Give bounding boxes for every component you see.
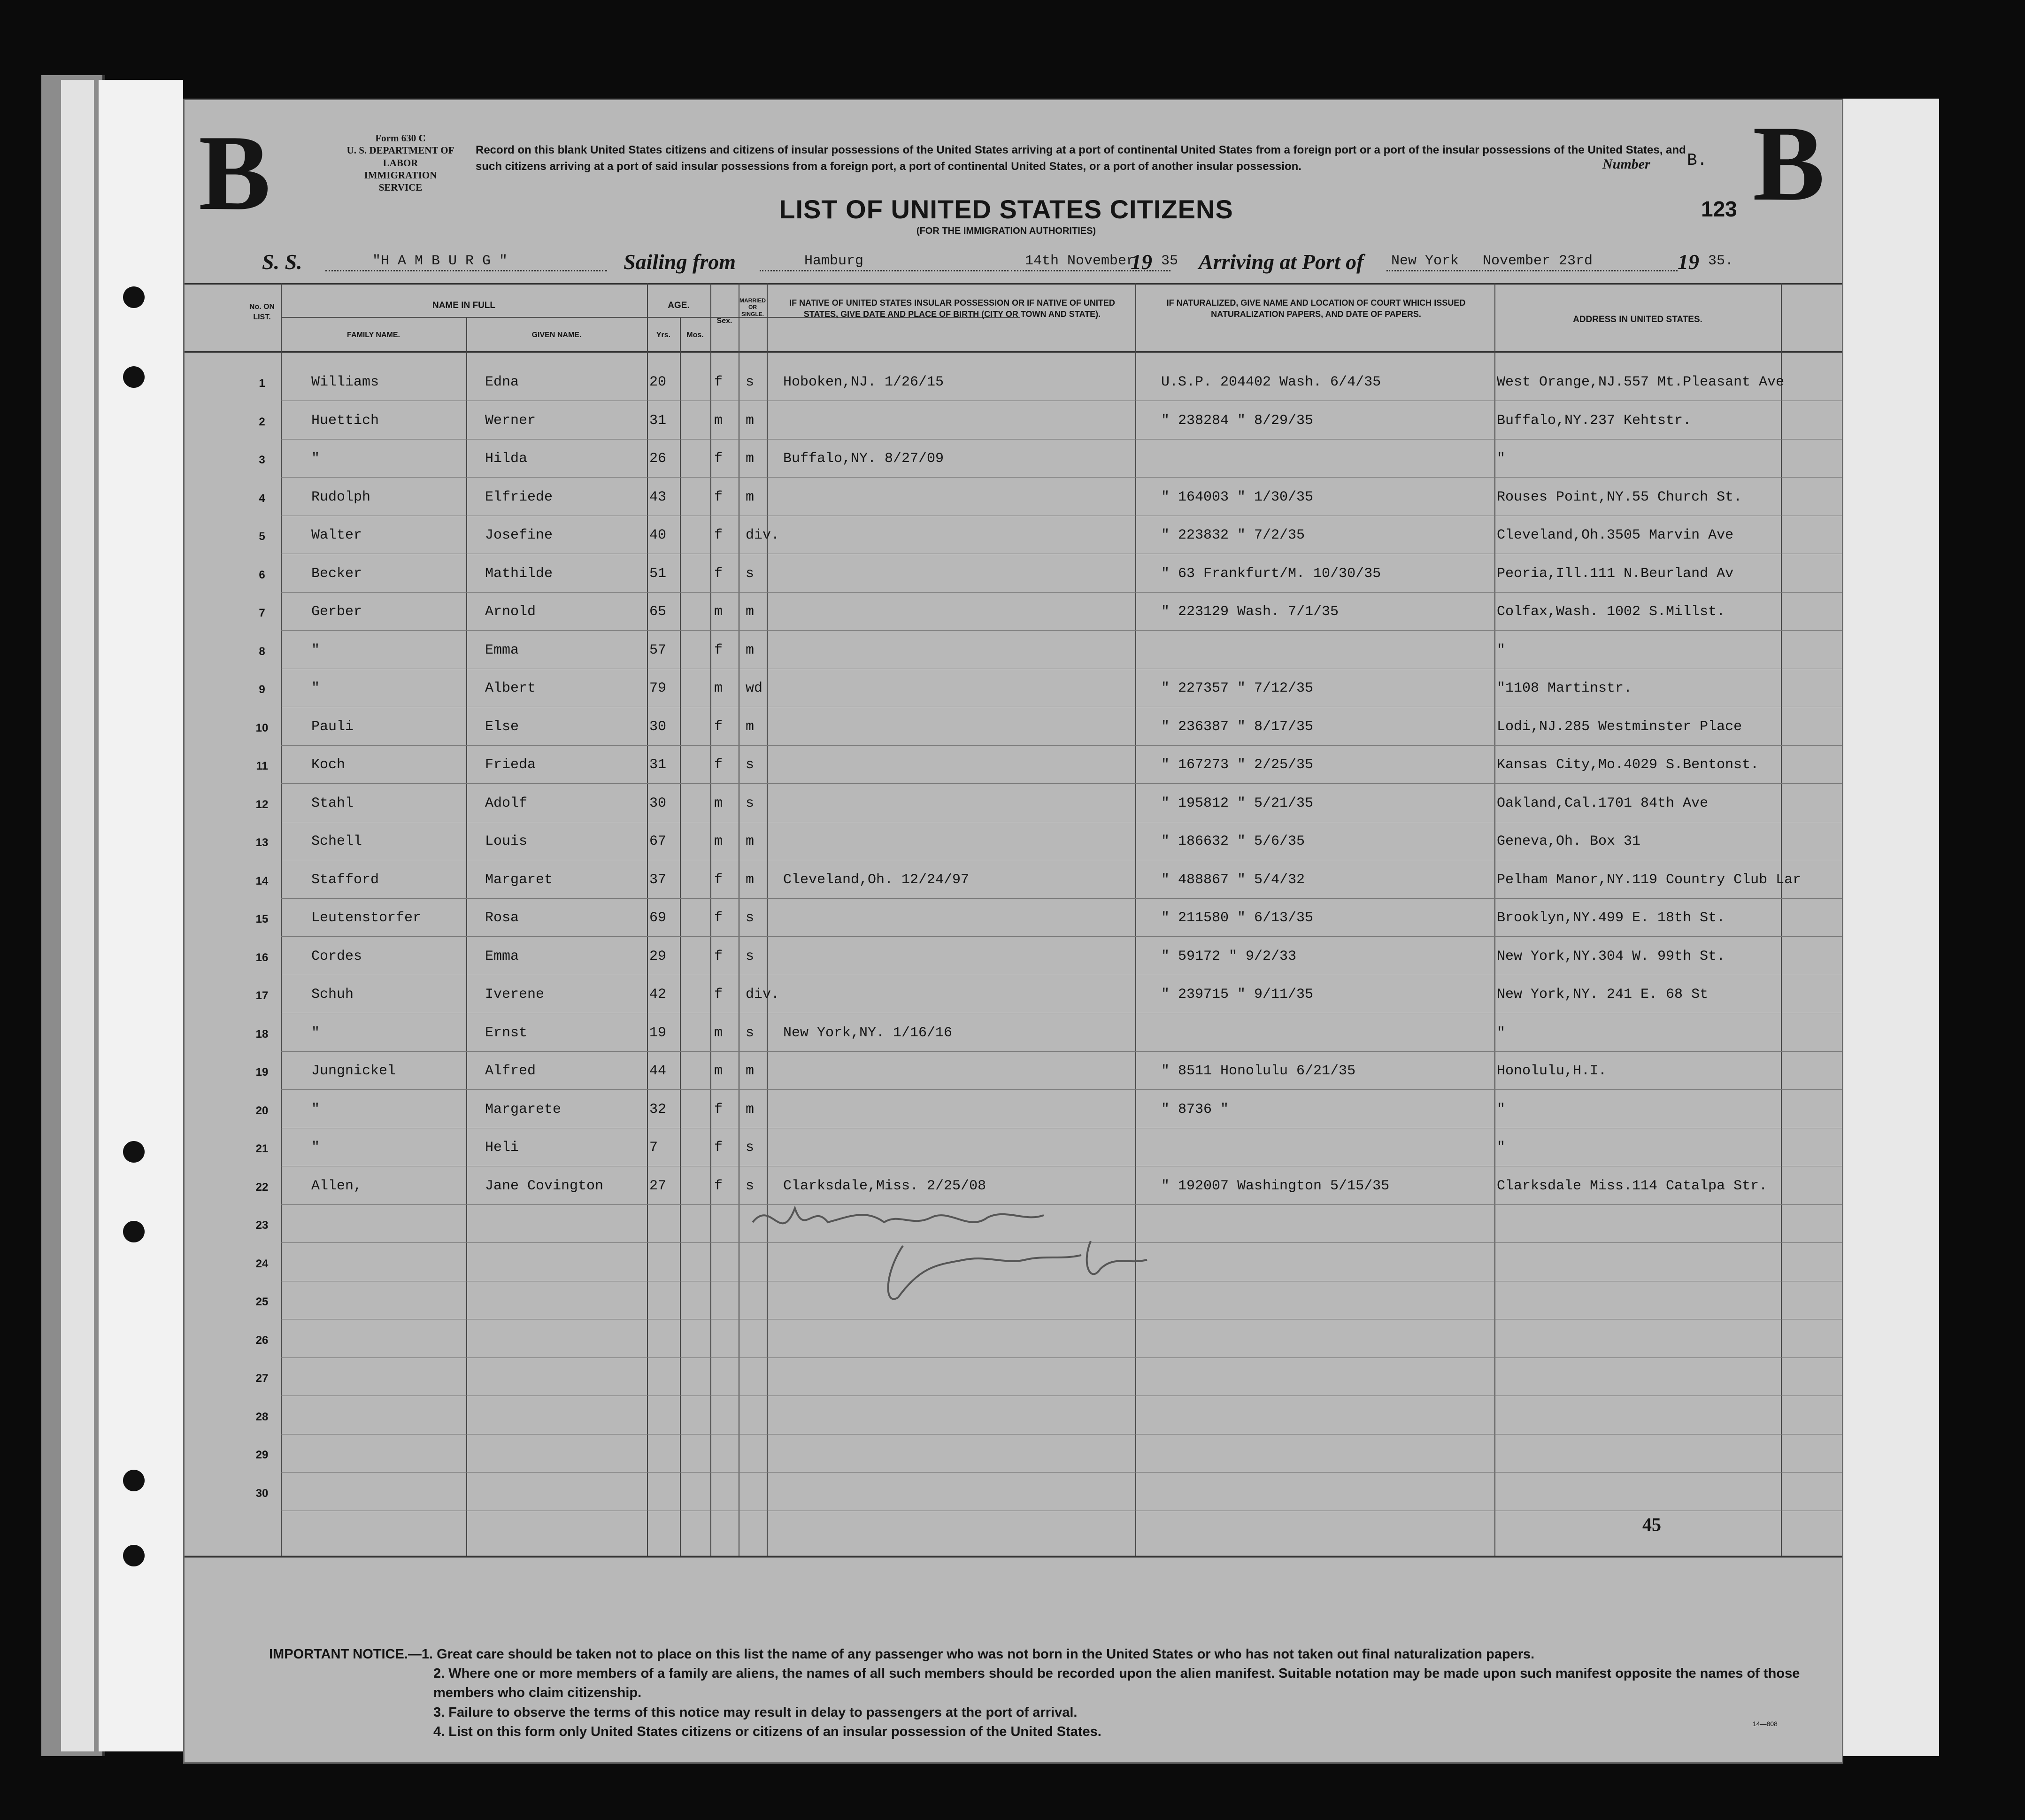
cell-sex: m	[714, 795, 723, 811]
port-from-line	[760, 270, 1009, 271]
cell-addr: Colfax,Wash. 1002 S.Millst.	[1497, 604, 1725, 620]
row-number: 23	[255, 1219, 269, 1232]
cell-ms: div.	[746, 527, 780, 543]
cell-ms: m	[746, 642, 755, 658]
cell-ms: m	[746, 718, 755, 735]
punch-hole	[123, 286, 145, 308]
cell-ms: div.	[746, 987, 780, 1003]
header-yrs: Yrs.	[656, 331, 671, 339]
row-rule	[281, 783, 1842, 784]
cell-family: Schuh	[311, 987, 354, 1003]
cell-addr: Pelham Manor,NY.119 Country Club Lar	[1497, 871, 1802, 888]
ship-field-line	[325, 270, 607, 271]
cell-birth: Clarksdale,Miss. 2/25/08	[783, 1178, 986, 1194]
row-rule	[281, 745, 1842, 746]
year-to: 35.	[1708, 253, 1734, 269]
row-number: 13	[255, 836, 269, 849]
cell-addr: "	[1497, 1025, 1506, 1041]
cell-nat: " 8511 Honolulu 6/21/35	[1161, 1063, 1356, 1079]
col-divider	[710, 283, 711, 1556]
sailing-label: Sailing from	[624, 250, 736, 274]
cell-nat: " 211580 " 6/13/35	[1161, 910, 1314, 926]
cell-addr: Clarksdale Miss.114 Catalpa Str.	[1497, 1178, 1768, 1194]
row-rule	[281, 1089, 1842, 1090]
left-page-edge	[99, 80, 183, 1751]
row-number: 27	[255, 1372, 269, 1385]
row-rule	[281, 630, 1842, 631]
header-naturalized: IF NATURALIZED, GIVE NAME AND LOCATION OF COURT WHICH ISSUED NATURALIZATION PAPERS, AND DATE OF PAPERS.	[1166, 298, 1466, 319]
cell-ms: m	[746, 604, 755, 620]
header-family-name: FAMILY NAME.	[347, 331, 400, 339]
row-number: 24	[255, 1257, 269, 1270]
cell-family: Stafford	[311, 871, 379, 888]
cell-family: Gerber	[311, 604, 362, 620]
cell-yrs: 67	[649, 833, 667, 849]
cell-given: Alfred	[485, 1063, 536, 1079]
row-number: 17	[255, 989, 269, 1002]
cell-given: Ernst	[485, 1025, 528, 1041]
cell-birth: New York,NY. 1/16/16	[783, 1025, 953, 1041]
cell-sex: f	[714, 1178, 723, 1194]
cell-addr: Geneva,Oh. Box 31	[1497, 833, 1641, 849]
cell-nat: " 59172 " 9/2/33	[1161, 948, 1297, 964]
cell-addr: Buffalo,NY.237 Kehtstr.	[1497, 412, 1692, 429]
cell-ms: s	[746, 757, 755, 773]
row-number: 6	[259, 568, 265, 581]
cell-given: Margarete	[485, 1101, 562, 1118]
cell-yrs: 31	[649, 757, 667, 773]
row-number: 14	[255, 874, 269, 887]
cell-addr: Peoria,Ill.111 N.Beurland Av	[1497, 565, 1734, 582]
cell-given: Elfriede	[485, 489, 553, 505]
cell-ms: wd	[746, 680, 763, 696]
cell-yrs: 19	[649, 1025, 667, 1041]
header-sex: Sex.	[716, 317, 732, 325]
cell-yrs: 7	[649, 1140, 658, 1156]
cell-ms: s	[746, 1025, 755, 1041]
cell-nat: " 236387 " 8/17/35	[1161, 718, 1314, 735]
row-number: 8	[259, 645, 265, 658]
cell-given: Josefine	[485, 527, 553, 543]
header-age: AGE.	[668, 301, 690, 310]
row-number: 28	[255, 1410, 269, 1423]
service: IMMIGRATION SERVICE	[364, 169, 437, 193]
footer-code: 14—808	[1753, 1720, 1778, 1727]
cell-sex: f	[714, 527, 723, 543]
cell-given: Adolf	[485, 795, 528, 811]
important-notice	[269, 1645, 1818, 1742]
form-letter-right: B	[1753, 103, 1825, 223]
cell-ms: s	[746, 1178, 755, 1194]
row-rule	[281, 936, 1842, 937]
row-number: 16	[255, 951, 269, 964]
col-divider	[1494, 283, 1495, 1556]
cell-birth: Buffalo,NY. 8/27/09	[783, 451, 944, 467]
cell-addr: Cleveland,Oh.3505 Marvin Ave	[1497, 527, 1734, 543]
cell-given: Emma	[485, 642, 519, 658]
row-number: 25	[255, 1296, 269, 1308]
notice-item-3: 3. Failure to observe the terms of this notice may result in delay to passengers at the port of arrival.	[433, 1704, 1078, 1720]
cell-addr: Oakland,Cal.1701 84th Ave	[1497, 795, 1709, 811]
cell-family: Rudolph	[311, 489, 371, 505]
cell-nat: " 238284 " 8/29/35	[1161, 412, 1314, 429]
cell-sex: f	[714, 757, 723, 773]
cell-nat: " 186632 " 5/6/35	[1161, 833, 1305, 849]
cell-yrs: 30	[649, 795, 667, 811]
cell-ms: s	[746, 948, 755, 964]
cell-given: Else	[485, 718, 519, 735]
punch-hole	[123, 1221, 145, 1242]
cell-family: "	[311, 1025, 320, 1041]
port-from: Hamburg	[804, 253, 864, 269]
cell-sex: f	[714, 871, 723, 888]
page-subtitle: (FOR THE IMMIGRATION AUTHORITIES)	[916, 226, 1096, 236]
cell-sex: f	[714, 718, 723, 735]
cell-yrs: 30	[649, 718, 667, 735]
cell-given: Heli	[485, 1140, 519, 1156]
cell-yrs: 31	[649, 412, 667, 429]
cell-family: "	[311, 451, 320, 467]
cell-nat: " 164003 " 1/30/35	[1161, 489, 1314, 505]
cell-family: "	[311, 1101, 320, 1118]
cell-nat: " 8736 "	[1161, 1101, 1229, 1118]
cell-addr: Lodi,NJ.285 Westminster Place	[1497, 718, 1742, 735]
cell-ms: s	[746, 374, 755, 390]
punch-hole	[123, 1470, 145, 1491]
year-from-prefix: 19	[1131, 250, 1152, 274]
table-bottom-border	[185, 1556, 1842, 1558]
cell-family: Jungnickel	[311, 1063, 396, 1079]
cell-yrs: 32	[649, 1101, 667, 1118]
header-no: No. ON LIST.	[249, 303, 275, 321]
cell-yrs: 65	[649, 604, 667, 620]
cell-sex: m	[714, 680, 723, 696]
port-to-line	[1386, 270, 1678, 271]
cell-addr: Kansas City,Mo.4029 S.Bentonst.	[1497, 757, 1759, 773]
notice-item-4: 4. List on this form only United States citizens or citizens of an insular possession of the United States.	[433, 1724, 1101, 1739]
cell-sex: f	[714, 910, 723, 926]
row-number: 30	[255, 1487, 269, 1500]
cell-yrs: 44	[649, 1063, 667, 1079]
row-number: 1	[259, 377, 265, 390]
cell-yrs: 69	[649, 910, 667, 926]
cell-addr: New York,NY.304 W. 99th St.	[1497, 948, 1725, 964]
cell-family: Williams	[311, 374, 379, 390]
col-divider	[647, 283, 648, 1556]
header-married: MARRIED OR SINGLE.	[739, 297, 766, 317]
cell-yrs: 57	[649, 642, 667, 658]
cell-sex: f	[714, 948, 723, 964]
cell-family: Becker	[311, 565, 362, 582]
cell-nat: " 239715 " 9/11/35	[1161, 987, 1314, 1003]
cell-addr: West Orange,NJ.557 Mt.Pleasant Ave	[1497, 374, 1785, 390]
row-number: 18	[255, 1027, 269, 1041]
cell-given: Iverene	[485, 987, 545, 1003]
cell-family: "	[311, 1140, 320, 1156]
cell-given: Arnold	[485, 604, 536, 620]
cell-nat: " 223129 Wash. 7/1/35	[1161, 604, 1339, 620]
cell-family: Stahl	[311, 795, 354, 811]
cell-given: Edna	[485, 374, 519, 390]
cell-ms: m	[746, 489, 755, 505]
row-rule	[281, 1472, 1842, 1473]
cell-sex: f	[714, 451, 723, 467]
cell-nat: U.S.P. 204402 Wash. 6/4/35	[1161, 374, 1381, 390]
row-rule	[281, 477, 1842, 478]
form-intro: Record on this blank United States citizens and citizens of insular possessions of the United States arriving at a port of continental United States from a foreign port or a port of the insular possessions of the United States, and such citizens arriving at a port of said insular possessions from a foreign port, a port of continental United States, or a port of another insular possession.	[476, 144, 1686, 173]
cell-sex: m	[714, 412, 723, 429]
cell-given: Hilda	[485, 451, 528, 467]
cell-ms: m	[746, 871, 755, 888]
row-number: 29	[255, 1449, 269, 1461]
cell-given: Margaret	[485, 871, 553, 888]
cell-ms: s	[746, 565, 755, 582]
row-number: 10	[255, 721, 269, 734]
cell-family: Walter	[311, 527, 362, 543]
cell-nat: " 227357 " 7/12/35	[1161, 680, 1314, 696]
cell-nat: " 488867 " 5/4/32	[1161, 871, 1305, 888]
cell-sex: f	[714, 1101, 723, 1118]
cell-yrs: 51	[649, 565, 667, 582]
header-given-name: GIVEN NAME.	[531, 331, 582, 339]
row-number: 20	[255, 1104, 269, 1117]
cell-family: Leutenstorfer	[311, 910, 422, 926]
cell-addr: "	[1497, 1101, 1506, 1118]
notice-label: IMPORTANT NOTICE.	[269, 1647, 408, 1662]
cell-given: Louis	[485, 833, 528, 849]
cell-yrs: 37	[649, 871, 667, 888]
number-label: Number	[1602, 156, 1650, 172]
row-number: 5	[259, 530, 265, 543]
cell-given: Werner	[485, 412, 536, 429]
cell-given: Rosa	[485, 910, 519, 926]
cell-nat: " 63 Frankfurt/M. 10/30/35	[1161, 565, 1381, 582]
col-divider	[767, 283, 768, 1556]
col-divider	[1135, 283, 1136, 1556]
cell-family: "	[311, 680, 320, 696]
form-block	[346, 132, 454, 193]
cell-sex: f	[714, 987, 723, 1003]
notice-item-1: —1. Great care should be taken not to place on this list the name of any passenger who was not born in the United States or who has not taken out final naturalization papers.	[408, 1647, 1535, 1662]
cell-sex: m	[714, 1025, 723, 1041]
row-rule	[281, 439, 1842, 440]
port-to: New York	[1391, 253, 1459, 269]
cell-sex: f	[714, 489, 723, 505]
sheet-number: 45	[1642, 1514, 1661, 1535]
cell-family: Allen,	[311, 1178, 362, 1194]
year-from: 35	[1161, 253, 1178, 269]
ship-name: "H A M B U R G "	[372, 253, 508, 269]
binder-inner	[61, 80, 94, 1751]
cell-ms: m	[746, 412, 755, 429]
cell-family: Huettich	[311, 412, 379, 429]
row-number: 26	[255, 1334, 269, 1347]
row-number: 15	[255, 913, 269, 925]
cell-ms: s	[746, 910, 755, 926]
cell-ms: m	[746, 451, 755, 467]
arriving-label: Arriving at Port of	[1199, 250, 1364, 274]
punch-hole	[123, 1141, 145, 1163]
cell-sex: f	[714, 642, 723, 658]
cell-yrs: 42	[649, 987, 667, 1003]
department: U. S. DEPARTMENT OF LABOR	[346, 145, 454, 169]
row-number: 22	[255, 1180, 269, 1194]
cell-yrs: 79	[649, 680, 667, 696]
form-letter-left: B	[199, 113, 271, 232]
cell-addr: New York,NY. 241 E. 68 St	[1497, 987, 1709, 1003]
ss-label: S. S.	[262, 250, 302, 274]
cell-nat: " 195812 " 5/21/35	[1161, 795, 1314, 811]
cell-given: Mathilde	[485, 565, 553, 582]
cell-birth: Cleveland,Oh. 12/24/97	[783, 871, 970, 888]
cell-ms: m	[746, 1101, 755, 1118]
cell-ms: s	[746, 795, 755, 811]
cell-addr: Rouses Point,NY.55 Church St.	[1497, 489, 1742, 505]
cell-family: Schell	[311, 833, 362, 849]
table-top-border	[185, 283, 1842, 285]
right-page-edge	[1831, 99, 1939, 1756]
cell-yrs: 20	[649, 374, 667, 390]
cell-family: Pauli	[311, 718, 354, 735]
row-number: 7	[259, 607, 265, 619]
row-number: 11	[256, 760, 268, 772]
row-number: 21	[255, 1142, 269, 1155]
row-rule	[281, 592, 1842, 593]
form-id: Form 630 C	[375, 132, 426, 144]
cell-birth: Hoboken,NJ. 1/26/15	[783, 374, 944, 390]
header-address: ADDRESS IN UNITED STATES.	[1573, 315, 1702, 324]
cell-given: Jane Covington	[485, 1178, 604, 1194]
cell-nat: " 192007 Washington 5/15/35	[1161, 1178, 1390, 1194]
manifest-sheet	[183, 99, 1843, 1764]
cell-sex: m	[714, 1063, 723, 1079]
cell-addr: Brooklyn,NY.499 E. 18th St.	[1497, 910, 1725, 926]
row-number: 9	[259, 683, 265, 696]
cell-ms: s	[746, 1140, 755, 1156]
row-number: 3	[259, 454, 265, 466]
cell-sex: f	[714, 565, 723, 582]
cell-yrs: 26	[649, 451, 667, 467]
row-rule	[281, 1357, 1842, 1358]
page-number: 123	[1701, 197, 1737, 221]
cell-addr: "	[1497, 451, 1506, 467]
cell-family: Koch	[311, 757, 346, 773]
cell-addr: "	[1497, 1140, 1506, 1156]
cell-yrs: 29	[649, 948, 667, 964]
row-number: 2	[259, 415, 265, 428]
row-number: 19	[255, 1066, 269, 1079]
row-rule	[281, 898, 1842, 899]
page-title: LIST OF UNITED STATES CITIZENS	[779, 194, 1233, 224]
row-rule	[281, 1051, 1842, 1052]
cell-ms: m	[746, 1063, 755, 1079]
cell-ms: m	[746, 833, 755, 849]
row-number: 4	[259, 492, 265, 505]
header-name-in-full: NAME IN FULL	[432, 301, 496, 310]
header-mos: Mos.	[686, 331, 704, 339]
cell-yrs: 40	[649, 527, 667, 543]
date-to: November 23rd	[1483, 253, 1593, 269]
cell-sex: f	[714, 1140, 723, 1156]
cell-family: Cordes	[311, 948, 362, 964]
cell-addr: "1108 Martinstr.	[1497, 680, 1632, 696]
notice-item-2: 2. Where one or more members of a family are aliens, the names of all such members should be recorded upon the alien manifest. Suitable notation may be made upon such manifest opposite the names of those members who claim citizenship.	[433, 1666, 1800, 1701]
date-from: 14th November	[1025, 253, 1135, 269]
cell-addr: Honolulu,H.I.	[1497, 1063, 1607, 1079]
cell-given: Albert	[485, 680, 536, 696]
punch-hole	[123, 1545, 145, 1566]
punch-hole	[123, 366, 145, 388]
cell-sex: f	[714, 374, 723, 390]
header-bottom-border	[185, 351, 1842, 353]
cell-yrs: 27	[649, 1178, 667, 1194]
cell-yrs: 43	[649, 489, 667, 505]
col-divider	[281, 283, 282, 1556]
cell-sex: m	[714, 833, 723, 849]
cell-sex: m	[714, 604, 723, 620]
row-number: 12	[255, 798, 269, 811]
cell-given: Frieda	[485, 757, 536, 773]
cell-family: "	[311, 642, 320, 658]
cell-addr: "	[1497, 642, 1506, 658]
col-divider	[1781, 283, 1782, 1556]
cell-given: Emma	[485, 948, 519, 964]
header-birth: IF NATIVE OF UNITED STATES INSULAR POSSESSION OR IF NATIVE OF UNITED STATES, GIVE DATE AND PLACE OF BIRTH (CITY OR TOWN AND STATE).	[789, 298, 1115, 319]
cell-nat: " 167273 " 2/25/35	[1161, 757, 1314, 773]
inspector-signature	[743, 1189, 1166, 1311]
cell-nat: " 223832 " 7/2/35	[1161, 527, 1305, 543]
number-value: B.	[1687, 151, 1708, 170]
year-to-prefix: 19	[1678, 250, 1699, 274]
